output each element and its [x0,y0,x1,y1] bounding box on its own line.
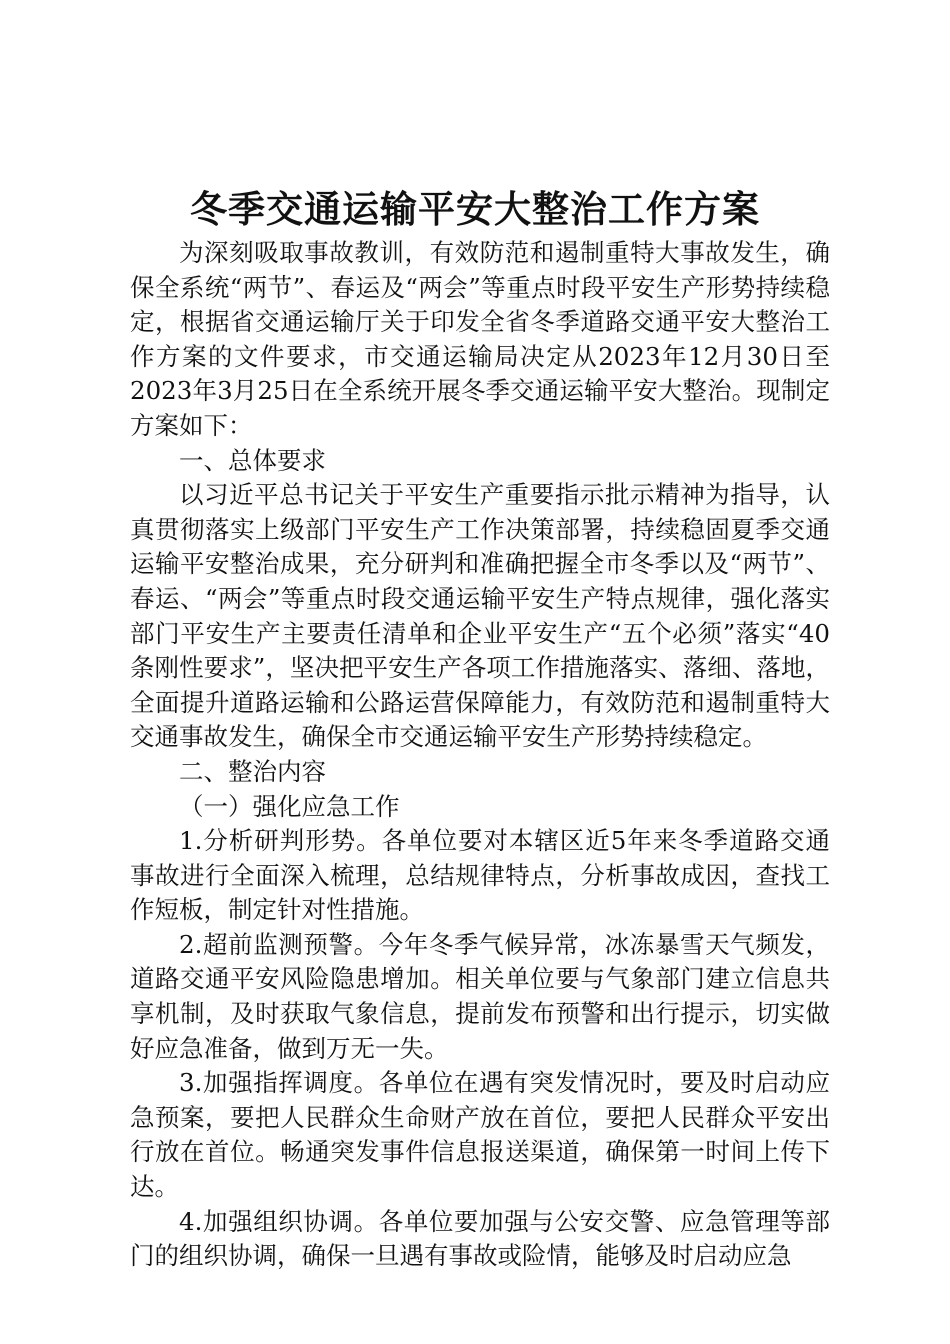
item-organization-coordination: 4.加强组织协调。各单位要加强与公安交警、应急管理等部门的组织协调，确保一旦遇有事故或险情，能够及时启动应急 [130,1206,830,1271]
subsection-heading-emergency-work: （一）强化应急工作 [179,791,400,821]
overall-requirements-paragraph: 以习近平总书记关于平安生产重要指示批示精神为指导，认真贯彻落实上级部门平安生产工作决策部署，持续稳固夏季交通运输平安整治成果，充分研判和准确把握全市冬季以及“两节”、春运、“两会”等重点时段交通运输平安生产特点规律，强化落实部门平安生产主要责任清单和企业平安生产“五个必须”落实“40条刚性要求”，坚决把平安生产各项工作措施落实、落细、落地，全面提升道路运输和公路运营保障能力，有效防范和遏制重特大交通事故发生，确保全市交通运输平安生产形势持续稳定。 [130,480,830,752]
item-command-dispatch: 3.加强指挥调度。各单位在遇有突发情况时，要及时启动应急预案，要把人民群众生命财产放在首位，要把人民群众平安出行放在首位。畅通突发事件信息报送渠道，确保第一时间上传下达。 [130,1068,830,1202]
item-early-warning: 2.超前监测预警。今年冬季气候异常，冰冻暴雪天气频发，道路交通平安风险隐患增加。相关单位要与气象部门建立信息共享机制，及时获取气象信息，提前发布预警和出行提示，切实做好应急准备，做到万无一失。 [130,929,830,1063]
document-title: 冬季交通运输平安大整治工作方案 [190,187,760,231]
intro-paragraph: 为深刻吸取事故教训，有效防范和遏制重特大事故发生，确保全系统“两节”、春运及“两会”等重点时段平安生产形势持续稳定，根据省交通运输厅关于印发全省冬季道路交通平安大整治工作方案的文件要求，市交通运输局决定从2023年12月30日至2023年3月25日在全系统开展冬季交通运输平安大整治。现制定方案如下： [130,238,830,440]
item-analyze-situation: 1.分析研判形势。各单位要对本辖区近5年来冬季道路交通事故进行全面深入梳理，总结规律特点，分析事故成因，查找工作短板，制定针对性措施。 [130,826,830,925]
section-heading-overall-requirements: 一、总体要求 [179,445,326,475]
section-heading-rectification-content: 二、整治内容 [179,756,326,786]
document-body [130,236,830,1274]
